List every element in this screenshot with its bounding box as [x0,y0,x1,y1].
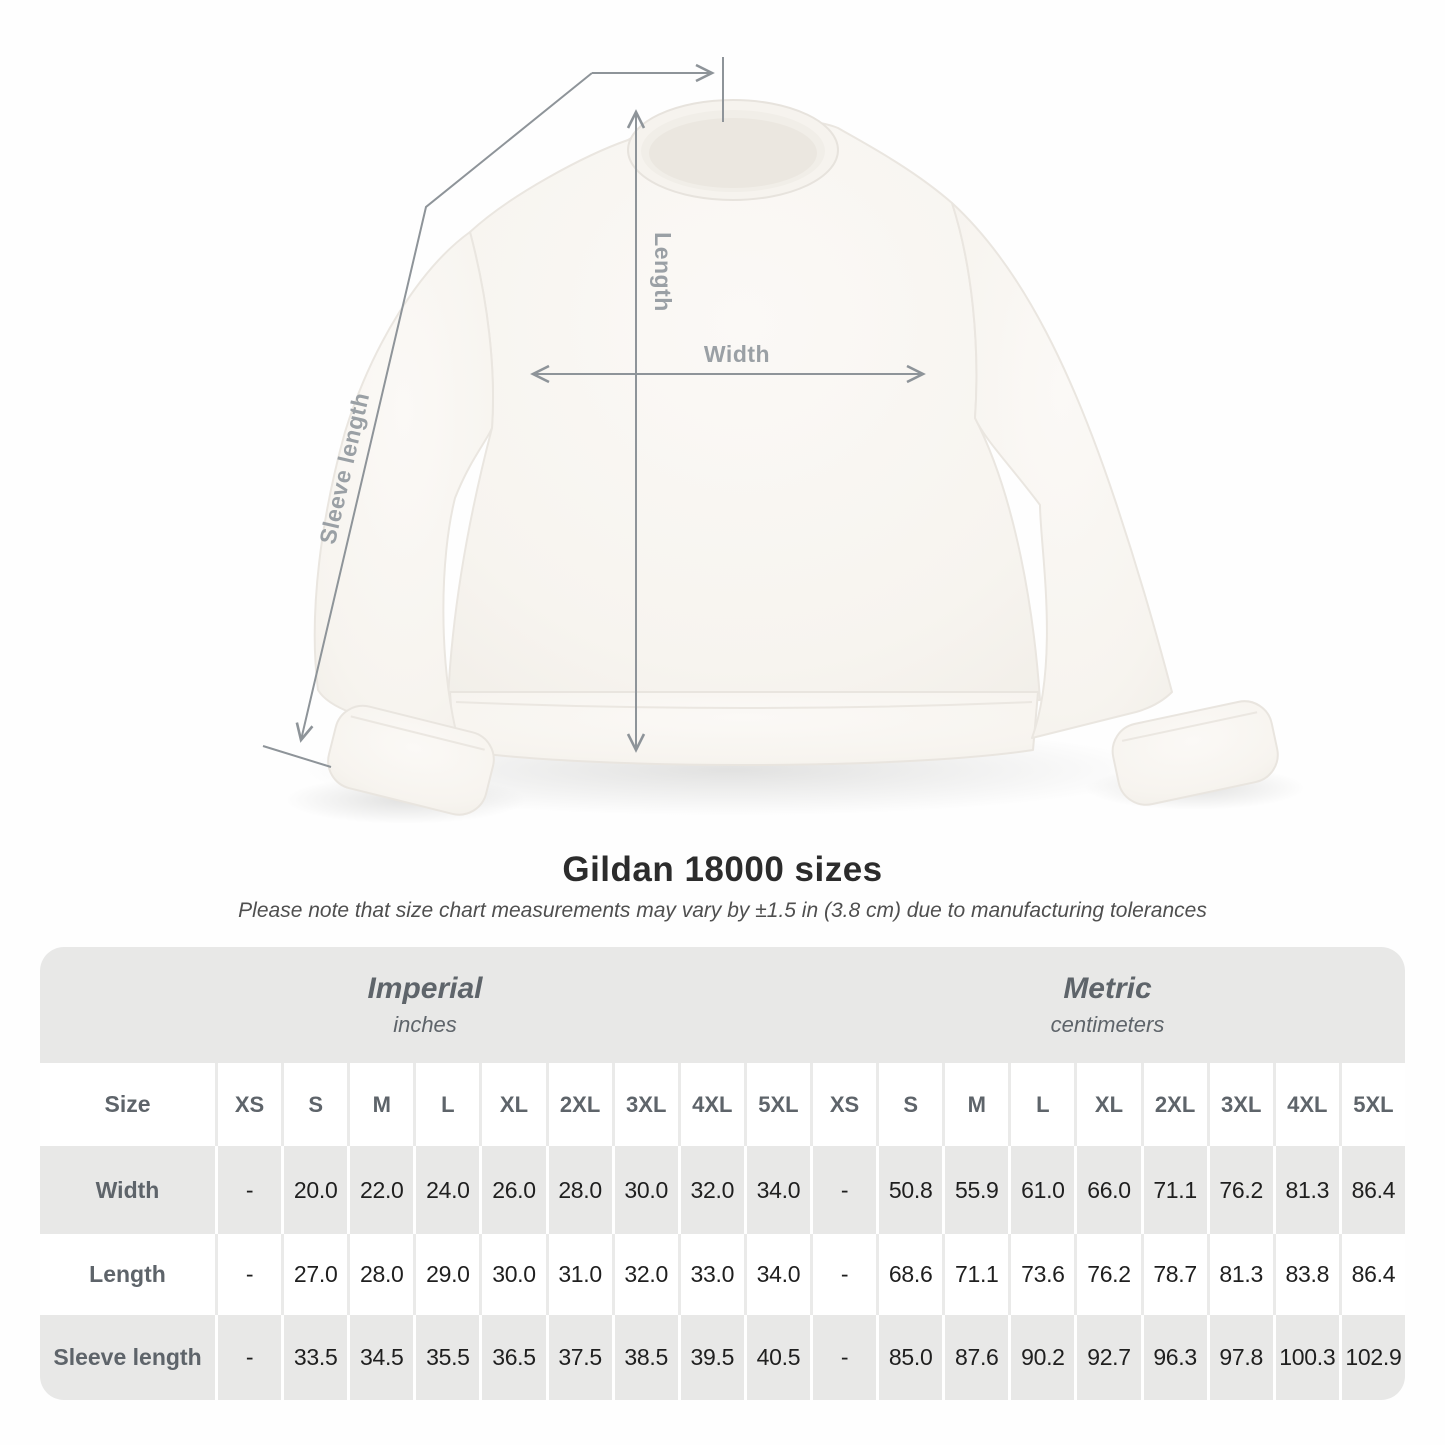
value-imperial-l: 35.5 [413,1315,479,1400]
value-imperial-m: 34.5 [347,1315,413,1400]
value-metric-xl: 76.2 [1074,1234,1140,1315]
metric-group-header [810,947,1405,1063]
value-metric-l: 61.0 [1008,1146,1074,1234]
tolerance-note: Please note that size chart measurements may vary by ±1.5 in (3.8 cm) due to manufacturing tolerances [238,899,1207,922]
value-imperial-3xl: 30.0 [612,1146,678,1234]
value-imperial-xs: - [215,1234,281,1315]
value-imperial-s: 20.0 [281,1146,347,1234]
row-label: Sleeve length [40,1315,215,1400]
metric-group-label: Metric [1063,972,1152,1005]
size-header-label: Size [40,1063,215,1146]
size-col-imperial-5xl: 5XL [744,1063,810,1146]
value-imperial-xl: 30.0 [479,1234,545,1315]
value-metric-xs: - [810,1234,876,1315]
value-imperial-5xl: 34.0 [744,1234,810,1315]
value-metric-s: 85.0 [876,1315,942,1400]
value-metric-2xl: 71.1 [1141,1146,1207,1234]
size-col-metric-2xl: 2XL [1141,1063,1207,1146]
size-col-imperial-4xl: 4XL [678,1063,744,1146]
value-imperial-3xl: 32.0 [612,1234,678,1315]
value-imperial-3xl: 38.5 [612,1315,678,1400]
value-metric-m: 55.9 [942,1146,1008,1234]
size-col-imperial-3xl: 3XL [612,1063,678,1146]
table-row-width [40,1146,1405,1234]
value-imperial-2xl: 31.0 [546,1234,612,1315]
imperial-group-header [40,947,810,1063]
value-imperial-2xl: 37.5 [546,1315,612,1400]
sweatshirt-illustration [315,100,1283,821]
value-metric-s: 50.8 [876,1146,942,1234]
value-imperial-m: 28.0 [347,1234,413,1315]
size-col-metric-m: M [942,1063,1008,1146]
value-metric-3xl: 76.2 [1207,1146,1273,1234]
value-metric-m: 87.6 [942,1315,1008,1400]
size-col-metric-xs: XS [810,1063,876,1146]
value-imperial-4xl: 39.5 [678,1315,744,1400]
size-col-imperial-l: L [413,1063,479,1146]
sweatshirt-hem [450,692,1038,765]
size-table [40,947,1405,1400]
imperial-group-label: Imperial [367,972,483,1005]
value-metric-xl: 92.7 [1074,1315,1140,1400]
size-col-metric-l: L [1008,1063,1074,1146]
unit-group-band [40,947,1405,1063]
value-imperial-5xl: 34.0 [744,1146,810,1234]
size-col-imperial-2xl: 2XL [546,1063,612,1146]
value-metric-3xl: 97.8 [1207,1315,1273,1400]
value-metric-m: 71.1 [942,1234,1008,1315]
value-imperial-4xl: 33.0 [678,1234,744,1315]
row-label: Length [40,1234,215,1315]
size-col-imperial-m: M [347,1063,413,1146]
value-metric-l: 90.2 [1008,1315,1074,1400]
size-col-imperial-xl: XL [479,1063,545,1146]
value-imperial-5xl: 40.5 [744,1315,810,1400]
value-imperial-2xl: 28.0 [546,1146,612,1234]
value-imperial-xs: - [215,1146,281,1234]
value-metric-xs: - [810,1146,876,1234]
value-imperial-m: 22.0 [347,1146,413,1234]
value-metric-xl: 66.0 [1074,1146,1140,1234]
value-metric-l: 73.6 [1008,1234,1074,1315]
size-col-metric-3xl: 3XL [1207,1063,1273,1146]
row-label: Width [40,1146,215,1234]
table-row-sleeve-length [40,1315,1405,1400]
value-imperial-4xl: 32.0 [678,1146,744,1234]
value-imperial-xs: - [215,1315,281,1400]
table-body [40,1146,1405,1400]
value-imperial-s: 33.5 [281,1315,347,1400]
value-metric-2xl: 96.3 [1141,1315,1207,1400]
sleeve-length-dimension-label: Sleeve length [314,389,375,547]
value-metric-5xl: 86.4 [1339,1234,1405,1315]
value-imperial-xl: 26.0 [479,1146,545,1234]
imperial-group-unit: inches [393,1012,457,1037]
value-imperial-xl: 36.5 [479,1315,545,1400]
value-imperial-l: 24.0 [413,1146,479,1234]
sweatshirt-collar [628,100,838,200]
size-header-row [40,1063,1405,1146]
value-metric-s: 68.6 [876,1234,942,1315]
value-metric-2xl: 78.7 [1141,1234,1207,1315]
value-metric-4xl: 83.8 [1273,1234,1339,1315]
table-row-length [40,1234,1405,1315]
size-col-imperial-s: S [281,1063,347,1146]
value-metric-4xl: 81.3 [1273,1146,1339,1234]
value-imperial-s: 27.0 [281,1234,347,1315]
value-metric-xs: - [810,1315,876,1400]
width-dimension-label: Width [703,341,771,367]
size-col-imperial-xs: XS [215,1063,281,1146]
page-title: Gildan 18000 sizes [562,850,883,889]
sweatshirt-body [448,118,1040,700]
size-col-metric-4xl: 4XL [1273,1063,1339,1146]
metric-group-unit: centimeters [1050,1012,1165,1037]
value-metric-5xl: 86.4 [1339,1146,1405,1234]
value-imperial-l: 29.0 [413,1234,479,1315]
size-col-metric-s: S [876,1063,942,1146]
value-metric-4xl: 100.3 [1273,1315,1339,1400]
value-metric-3xl: 81.3 [1207,1234,1273,1315]
size-col-metric-5xl: 5XL [1339,1063,1405,1146]
length-dimension-label: Length [650,232,676,312]
value-metric-5xl: 102.9 [1339,1315,1405,1400]
size-col-metric-xl: XL [1074,1063,1140,1146]
